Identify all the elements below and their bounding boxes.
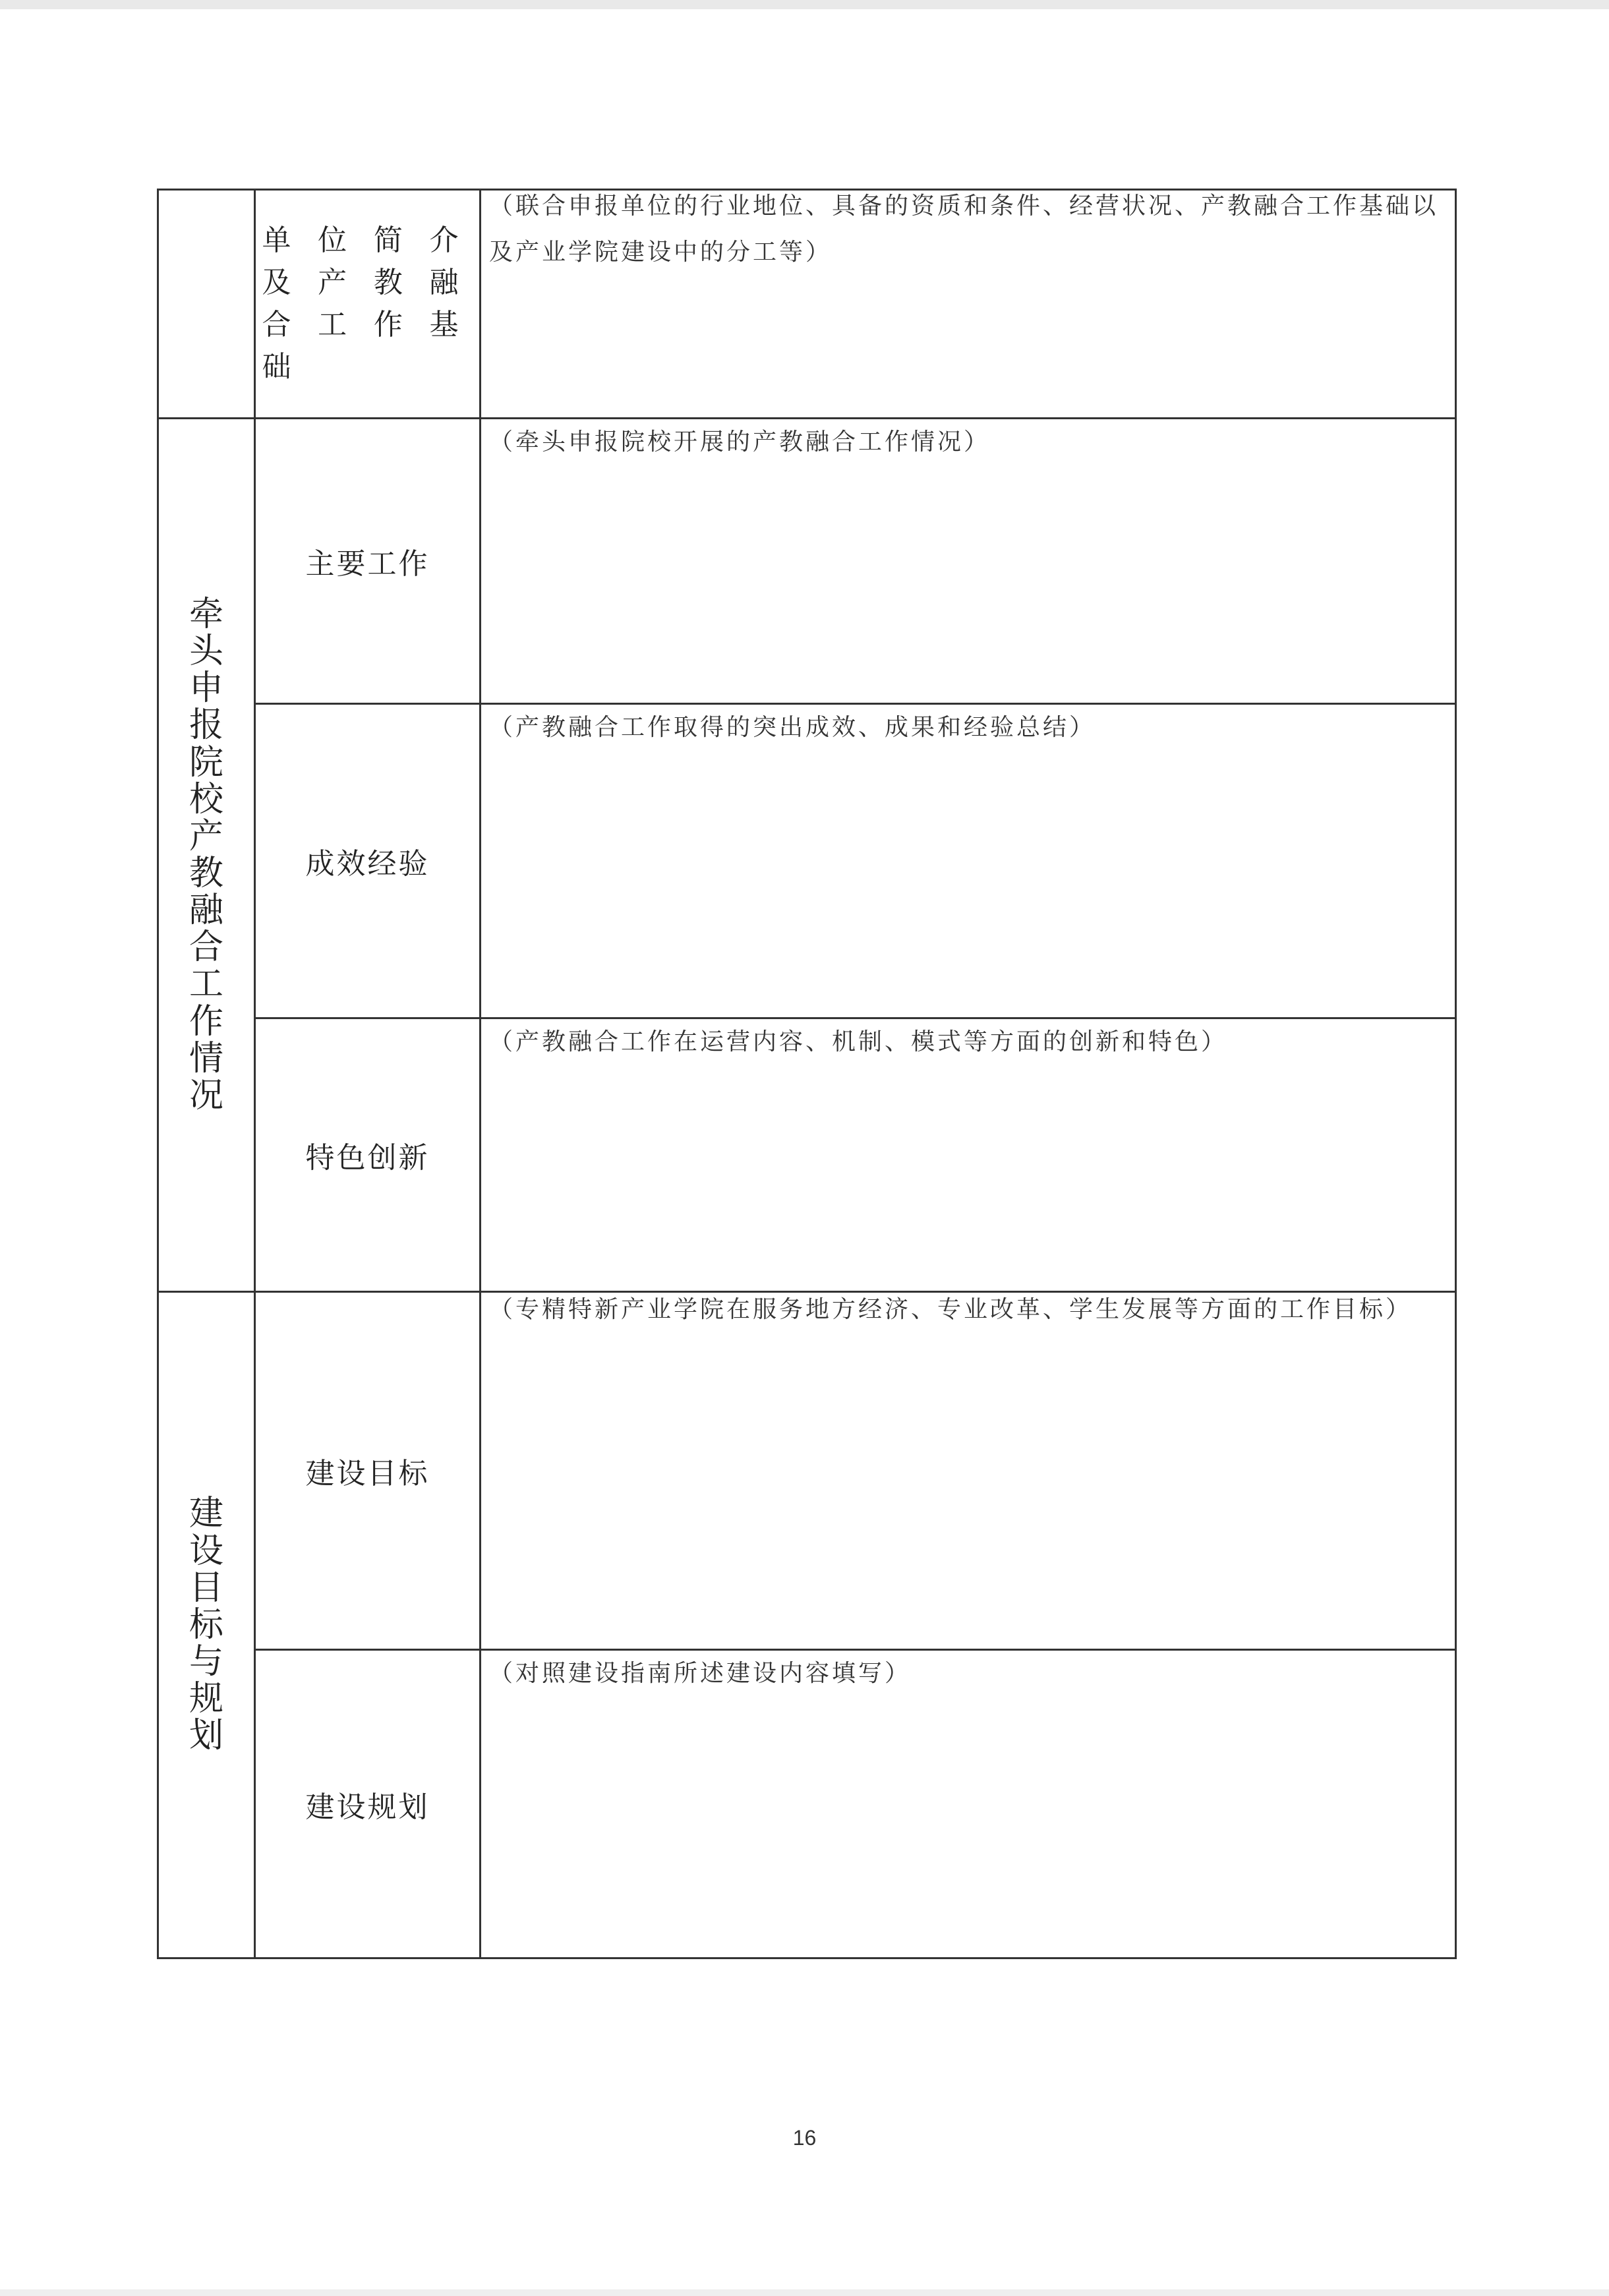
section-label-work-status: 牵头申报院校产教融合工作情况	[189, 594, 223, 1115]
hint-innovation: （产教融合工作在运营内容、机制、模式等方面的创新和特色）	[489, 1028, 1228, 1055]
section-cell-goals-planning	[159, 1293, 254, 1957]
section-label-goals-planning: 建设目标与规划	[189, 1494, 223, 1756]
table-bottom-border	[157, 1957, 1457, 1959]
hint-main-work: （牵头申报院校开展的产教融合工作情况）	[489, 428, 991, 456]
row-label-achievements: 成效经验	[305, 847, 430, 881]
row-label-cell-unit-intro	[256, 191, 479, 417]
page-number: 16	[792, 2126, 817, 2150]
row-label-cell-planning	[256, 1651, 479, 1957]
row-label-cell-achievements	[256, 705, 479, 1017]
row-label-cell-main-work	[256, 419, 479, 703]
hint-goals: （专精特新产业学院在服务地方经济、专业改革、学生发展等方面的工作目标）	[489, 1296, 1413, 1323]
section-cell-work-status	[159, 419, 254, 1291]
row-label-unit-intro: 单位简介及产教融合工作基础	[262, 223, 473, 384]
row-label-main-work: 主要工作	[305, 547, 430, 581]
row-label-planning: 建设规划	[305, 1790, 430, 1824]
scan-top-edge	[0, 0, 1609, 9]
row-label-cell-innovation	[256, 1019, 479, 1291]
table-right-border	[1455, 189, 1457, 1959]
table-column-divider-2	[479, 189, 481, 1959]
scan-bottom-edge	[0, 2289, 1609, 2296]
row-label-goals: 建设目标	[305, 1457, 430, 1490]
hint-planning: （对照建设指南所述建设内容填写）	[489, 1660, 912, 1687]
row-label-cell-goals	[256, 1293, 479, 1649]
hint-achievements: （产教融合工作取得的突出成效、成果和经验总结）	[489, 714, 1096, 741]
hint-unit-intro: （联合申报单位的行业地位、具备的资质和条件、经营状况、产教融合工作基础以及产业学院建设中的分工等）	[489, 192, 1439, 266]
row-label-innovation: 特色创新	[305, 1141, 430, 1175]
